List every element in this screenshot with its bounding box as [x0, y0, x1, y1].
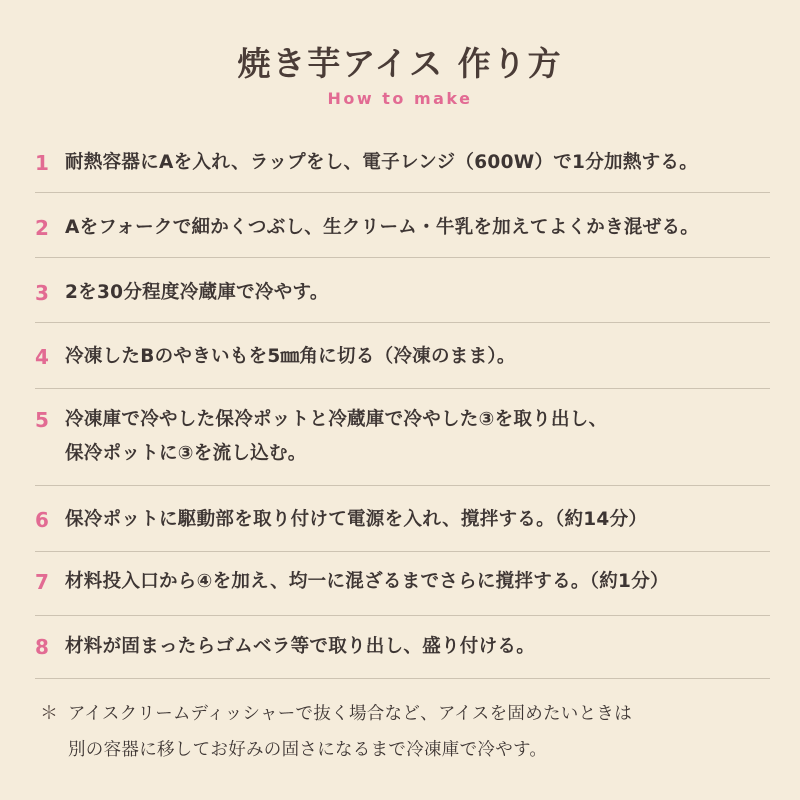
step-7	[35, 565, 770, 599]
step-text-line: 保冷ポットに③を流し込む。	[65, 443, 307, 464]
step-1	[35, 146, 770, 180]
step-text: 2を30分程度冷蔵庫で冷やす。	[65, 282, 329, 303]
step-number: 4	[35, 345, 49, 369]
step-text: 保冷ポットに駆動部を取り付けて電源を入れ、撹拌する。（約14分）	[65, 509, 648, 530]
footnote-text	[68, 696, 632, 768]
step-text: 材料が固まったらゴムベラ等で取り出し、盛り付ける。	[65, 636, 536, 657]
step-text: 耐熱容器にAを入れ、ラップをし、電子レンジ（600W）で1分加熱する。	[65, 152, 699, 173]
step-number: 1	[35, 151, 49, 175]
page-title: 焼き芋アイス 作り方	[237, 44, 563, 83]
page-subtitle: How to make	[327, 89, 473, 108]
asterisk-mark: ＊	[40, 703, 58, 724]
step-8	[35, 630, 770, 664]
divider	[35, 678, 770, 679]
divider	[35, 551, 770, 552]
step-2	[35, 211, 770, 245]
step-number: 8	[35, 635, 49, 659]
step-number: 7	[35, 570, 49, 594]
step-number: 5	[35, 408, 49, 432]
footnote	[40, 696, 780, 768]
footnote-line: アイスクリームディッシャーで抜く場合など、アイスを固めたいときは	[68, 704, 632, 724]
divider	[35, 257, 770, 258]
step-5	[35, 403, 770, 471]
divider	[35, 322, 770, 323]
step-number: 3	[35, 281, 49, 305]
divider	[35, 615, 770, 616]
step-number: 2	[35, 216, 49, 240]
divider	[35, 485, 770, 486]
step-number: 6	[35, 508, 49, 532]
divider	[35, 192, 770, 193]
step-text: 材料投入口から④を加え、均一に混ざるまでさらに撹拌する。（約1分）	[65, 571, 669, 592]
step-4	[35, 340, 770, 374]
step-text	[65, 403, 607, 471]
footnote-line: 別の容器に移してお好みの固さになるまで冷凍庫で冷やす。	[68, 740, 548, 760]
step-6	[35, 503, 770, 537]
step-text-line: 冷凍庫で冷やした保冷ポットと冷蔵庫で冷やした③を取り出し、	[65, 409, 608, 430]
step-text: Aをフォークで細かくつぶし、生クリーム・牛乳を加えてよくかき混ぜる。	[65, 217, 700, 238]
divider	[35, 388, 770, 389]
step-3	[35, 276, 770, 310]
step-text: 冷凍したBのやきいもを5㎜角に切る（冷凍のまま）。	[65, 346, 516, 367]
